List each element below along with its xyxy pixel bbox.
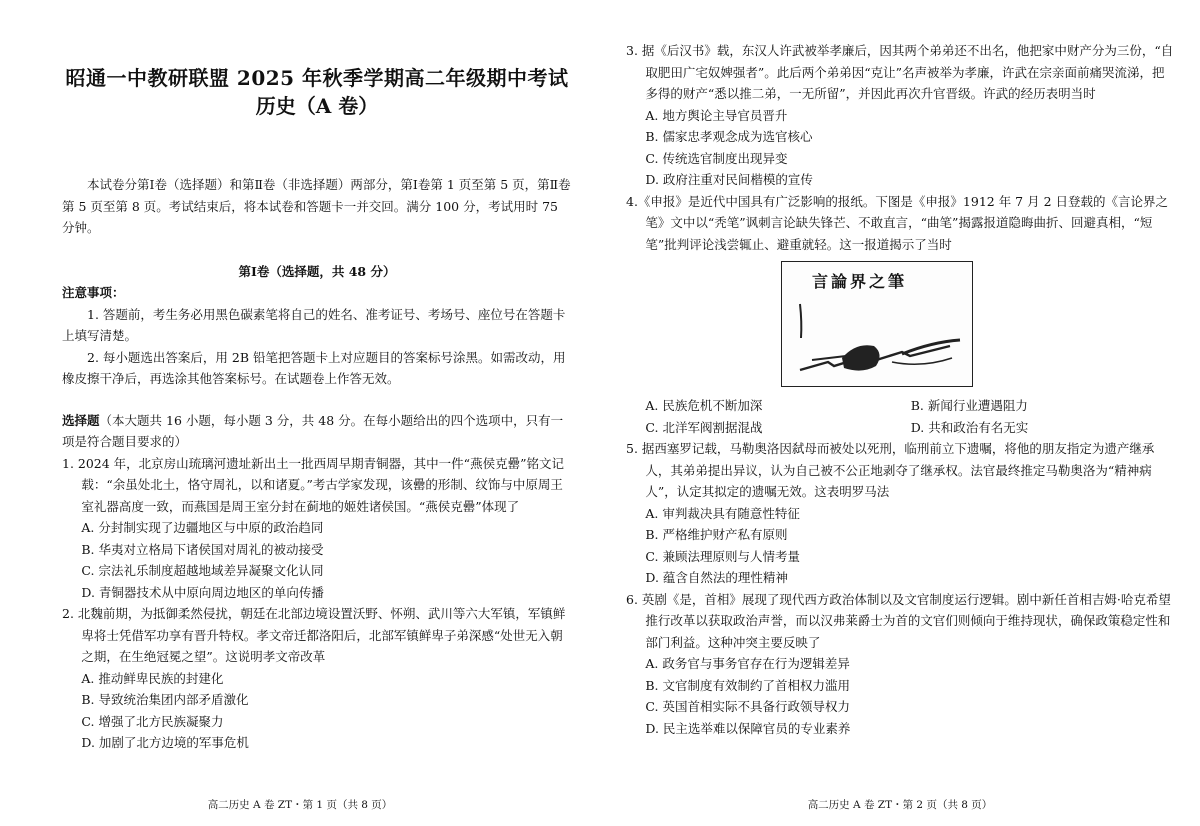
- option-d[interactable]: D. 青铜器技术从中原向周边地区的单向传播: [81, 584, 324, 600]
- option-a[interactable]: A. 分封制实现了边疆地区与中原的政治趋同: [81, 520, 324, 535]
- note-item: 2. 每小题选出答案后，用 2B 铅笔把答题卡上对应题目的答案标号涂黑。如需改动，用橡皮擦干净后，再选涂其他答案标号。在试题卷上作答无效。: [62, 349, 566, 386]
- figure-title: 言論界之筆: [812, 272, 908, 291]
- question-stem: 3. 据《后汉书》载，东汉人许武被举孝廉后，因其两个弟弟还不出名，他把家中财产分为三份，“自取肥田广宅奴婢强者”。此后两个弟弟因“克让”名声被举为孝廉，许武在宗亲面前痛哭流涕，把多得的财产“悉以推二弟，一无所留”，并因此再次升官晋级。许武的经历表明当时: [626, 43, 1174, 101]
- question-6: [626, 589, 1176, 740]
- page-footer-right: 高二历史 A 卷 ZT・第 2 页（共 8 页）: [807, 798, 993, 811]
- option-c[interactable]: C. 增强了北方民族凝聚力: [81, 713, 224, 729]
- choice-section-intro: [62, 410, 572, 453]
- options-row: [626, 395, 1176, 417]
- option-b[interactable]: B. 新闻行业遭遇阻力: [910, 398, 1028, 413]
- option-a[interactable]: A. 政务官与事务官存在行为逻辑差异: [645, 656, 850, 671]
- question-stem: 2. 北魏前期，为抵御柔然侵扰，朝廷在北部边境设置沃野、怀朔、武川等六大军镇，军镇鲜卑将士凭借军功享有晋升特权。孝文帝迁都洛阳后，北部军镇鲜卑子弟深感“处世无入朝之期，在生绝冠冕之望”。这说明孝文帝改革: [62, 606, 566, 664]
- question-3: [626, 40, 1176, 191]
- option-a[interactable]: A. 审判裁决具有随意性特征: [645, 505, 800, 521]
- option-c[interactable]: C. 传统选官制度出现异变: [645, 150, 788, 166]
- option-c[interactable]: C. 北洋军阀割据混战: [645, 419, 763, 435]
- choice-desc: （本大题共 16 小题，每小题 3 分，共 48 分。在每小题给出的四个选项中，只有一项是符合题目要求的）: [62, 412, 564, 449]
- option-b[interactable]: B. 华夷对立格局下诸侯国对周礼的被动接受: [81, 541, 324, 557]
- option-a[interactable]: A. 地方舆论主导官员晋升: [645, 107, 788, 123]
- question-2: [62, 603, 572, 754]
- question-stem: 1. 2024 年，北京房山琉璃河遗址新出土一批西周早期青铜器，其中一件“燕侯克罍”铭文记载：“余虽处北土，恪守周礼，以和诸夏。”考古学家发现，该罍的形制、纹饰与中原周王室礼器高度一致，而燕国是周王室分封在蓟地的姬姓诸侯国。“燕侯克罍”体现了: [62, 455, 564, 514]
- options-row: [626, 417, 1176, 439]
- choice-label: 选择题: [62, 412, 100, 428]
- option-d[interactable]: D. 民主选举难以保障官员的专业素养: [645, 720, 851, 736]
- exam-intro: 本试卷分第Ⅰ卷（选择题）和第Ⅱ卷（非选择题）两部分，第Ⅰ卷第 1 页至第 5 页，第Ⅱ卷第 5 页至第 8 页。考试结束后，将本试卷和答题卡一并交回。满分 100 分，考试用时 75 分钟。: [62, 177, 571, 235]
- option-b[interactable]: B. 严格维护财产私有原则: [645, 527, 788, 542]
- option-c[interactable]: C. 兼顾法理原则与人情考量: [645, 548, 800, 564]
- question-4: [626, 191, 1176, 439]
- option-d[interactable]: D. 加剧了北方边境的军事危机: [81, 735, 249, 750]
- question-5: [626, 438, 1176, 589]
- note-item: 1. 答题前，考生务必用黑色碳素笔将自己的姓名、准考证号、考场号、座位号在答题卡上填写清楚。: [62, 306, 566, 343]
- option-d[interactable]: D. 政府注重对民间楷模的宣传: [645, 172, 813, 187]
- option-b[interactable]: B. 导致统治集团内部矛盾激化: [81, 692, 249, 707]
- page-footer-left: 高二历史 A 卷 ZT・第 1 页（共 8 页）: [207, 798, 393, 811]
- notes-label: 注意事项：: [62, 285, 125, 300]
- option-c[interactable]: C. 宗法礼乐制度超越地域差异凝聚文化认同: [81, 563, 324, 578]
- option-b[interactable]: B. 儒家忠孝观念成为选官核心: [645, 129, 813, 144]
- option-a[interactable]: A. 民族危机不断加深: [645, 398, 763, 413]
- exam-title: 昭通一中教研联盟 2025 年秋季学期高二年级期中考试: [65, 66, 569, 90]
- brush-pen-illustration: [782, 262, 972, 386]
- question-stem: 5. 据西塞罗记载，马勒奥洛因弑母而被处以死刑，临刑前立下遗嘱，将他的朋友指定为遗产继承人，其弟弟提出异议，认为自己被不公正地剥夺了继承权。法官最终推定马勒奥洛为“精神病人”，认定其拟定的遗嘱无效。这表明罗马法: [626, 441, 1155, 499]
- exam-subtitle: 历史（A 卷）: [255, 94, 379, 118]
- question-stem: 4.《申报》是近代中国具有广泛影响的报纸。下图是《申报》1912 年 7 月 2 日登载的《言论界之笔》文中以“秃笔”讽刺言论缺失锋芒、不敢直言，“曲笔”揭露报道隐晦曲折、回避真相，“短笔”批判评论浅尝辄止、避重就轻。这一报道揭示了当时: [626, 193, 1169, 252]
- option-b[interactable]: B. 文官制度有效制约了首相权力滥用: [645, 677, 851, 693]
- option-d[interactable]: D. 蕴含自然法的理性精神: [645, 570, 788, 585]
- section-heading: 第Ⅰ卷（选择题，共 48 分）: [238, 263, 396, 279]
- question-1: [62, 453, 572, 604]
- question-stem: 6. 英剧《是，首相》展现了现代西方政治体制以及文官制度运行逻辑。剧中新任首相吉姆·哈克希望推行改革以获取政治声誉，而以汉弗莱爵士为首的文官们则倾向于维持现状，确保政策稳定性和部门利益。这种冲突主要反映了: [626, 591, 1171, 650]
- option-c[interactable]: C. 英国首相实际不具备行政领导权力: [645, 699, 850, 714]
- right-column: [600, 0, 1200, 826]
- option-d[interactable]: D. 共和政治有名无实: [910, 419, 1029, 435]
- cartoon-figure: [781, 261, 973, 387]
- option-a[interactable]: A. 推动鲜卑民族的封建化: [81, 670, 224, 686]
